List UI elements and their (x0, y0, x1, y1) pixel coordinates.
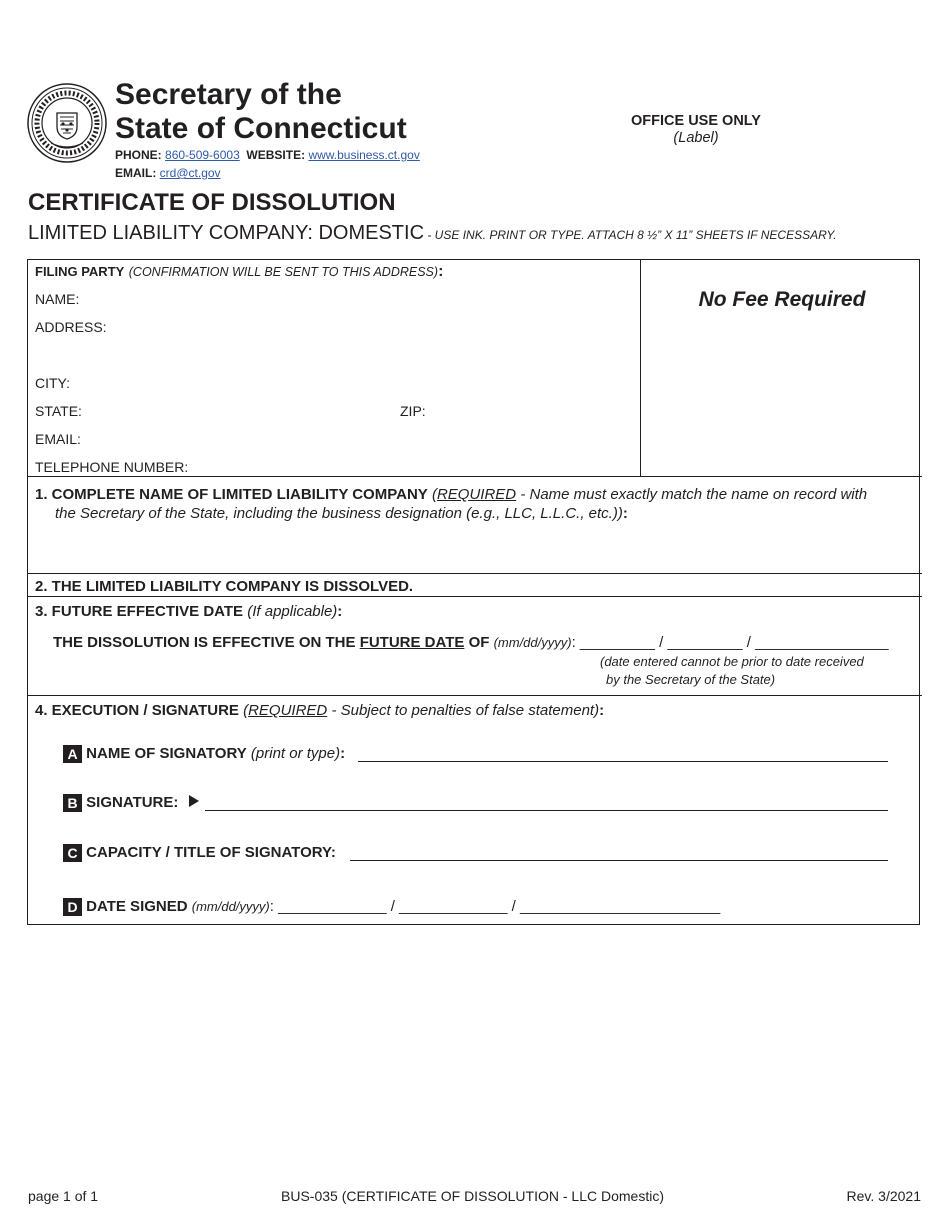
email-field[interactable] (110, 428, 630, 448)
name-label: NAME: (35, 291, 80, 307)
office-use-only: OFFICE USE ONLY (631, 113, 761, 129)
signature-row: B SIGNATURE: (63, 793, 178, 812)
email-link[interactable]: crd@ct.gov (159, 166, 221, 180)
date-signed-input[interactable]: : _____________ / _____________ / ________________________ (269, 898, 721, 915)
letter-d-badge: D (63, 898, 82, 916)
divider-section-3 (27, 695, 922, 696)
section-4-heading: 4. EXECUTION / SIGNATURE (REQUIRED - Subject to penalties of false statement): (35, 702, 605, 719)
capacity-title-input[interactable] (350, 860, 888, 861)
zip-label: ZIP: (400, 403, 426, 419)
filing-party-heading: FILING PARTY (CONFIRMATION WILL BE SENT TO THIS ADDRESS): (35, 263, 444, 280)
revision: Rev. 3/2021 (846, 1188, 921, 1204)
document-title: CERTIFICATE OF DISSOLUTION (28, 189, 396, 216)
capacity-row: C CAPACITY / TITLE OF SIGNATORY: (63, 843, 336, 862)
website-link[interactable]: www.business.ct.gov (308, 148, 420, 162)
org-title: Secretary of the State of Connecticut (115, 78, 407, 145)
name-field[interactable] (110, 288, 630, 308)
effective-date-input[interactable]: : _________ / _________ / ________________ (571, 634, 889, 651)
effective-date-statement: THE DISSOLUTION IS EFFECTIVE ON THE FUTURE DATE OF (mm/dd/yyyy): _________ / _________ / ________________ (53, 634, 889, 651)
state-seal-icon (27, 83, 107, 163)
signatory-name-input[interactable] (358, 761, 888, 762)
email-label: EMAIL: (35, 431, 81, 447)
section-1-heading: 1. COMPLETE NAME OF LIMITED LIABILITY COMPANY (REQUIRED - Name must exactly match the name on record with the Secretary of the State, including the business designation (e.g., LLC, L.L.C., etc.)): (35, 486, 868, 522)
divider-section-2 (27, 596, 922, 597)
signature-arrow-icon (188, 794, 200, 808)
contact-phone-website: PHONE: 860-509-6003 WEBSITE: www.business.ct.gov (115, 148, 420, 162)
phone-link[interactable]: 860-509-6003 (165, 148, 240, 162)
company-name-field[interactable] (55, 527, 915, 567)
letter-a-badge: A (63, 745, 82, 763)
telephone-field[interactable] (200, 456, 630, 476)
form-id: BUS-035 (CERTIFICATE OF DISSOLUTION - LLC Domestic) (281, 1188, 664, 1204)
date-signed-row: D DATE SIGNED (mm/dd/yyyy): _____________ / _____________ / ________________________ (63, 897, 720, 916)
state-label: STATE: (35, 403, 82, 419)
fee-notice: No Fee Required (698, 288, 866, 311)
contact-email: EMAIL: crd@ct.gov (115, 166, 221, 180)
divider-filing-party (27, 476, 922, 477)
office-label: (Label) (673, 130, 719, 146)
section-3-heading: 3. FUTURE EFFECTIVE DATE (If applicable): (35, 603, 343, 620)
date-note-line1: (date entered cannot be prior to date received (600, 654, 864, 669)
city-label: CITY: (35, 375, 71, 391)
subtitle-note: - USE INK. PRINT OR TYPE. ATTACH 8 ½” X 11” SHEETS IF NECESSARY. (424, 228, 837, 242)
letter-c-badge: C (63, 844, 82, 862)
divider-section-1 (27, 573, 922, 574)
address-label: ADDRESS: (35, 319, 107, 335)
signatory-name-row: A NAME OF SIGNATORY (print or type): (63, 744, 345, 763)
section-2-heading: 2. THE LIMITED LIABILITY COMPANY IS DISSOLVED. (35, 578, 414, 595)
telephone-label: TELEPHONE NUMBER: (35, 459, 189, 475)
city-field[interactable] (110, 372, 630, 392)
address-field[interactable] (110, 316, 630, 366)
fee-column-divider (640, 259, 641, 477)
date-note-line2: by the Secretary of the State) (606, 672, 776, 687)
letter-b-badge: B (63, 794, 82, 812)
state-field[interactable] (110, 400, 390, 420)
document-subtitle: LIMITED LIABILITY COMPANY: DOMESTIC - USE INK. PRINT OR TYPE. ATTACH 8 ½” X 11” SHEETS IF NECESSARY. (28, 222, 837, 244)
page-number: page 1 of 1 (28, 1188, 99, 1204)
zip-field[interactable] (440, 400, 630, 420)
signature-input[interactable] (205, 810, 888, 811)
